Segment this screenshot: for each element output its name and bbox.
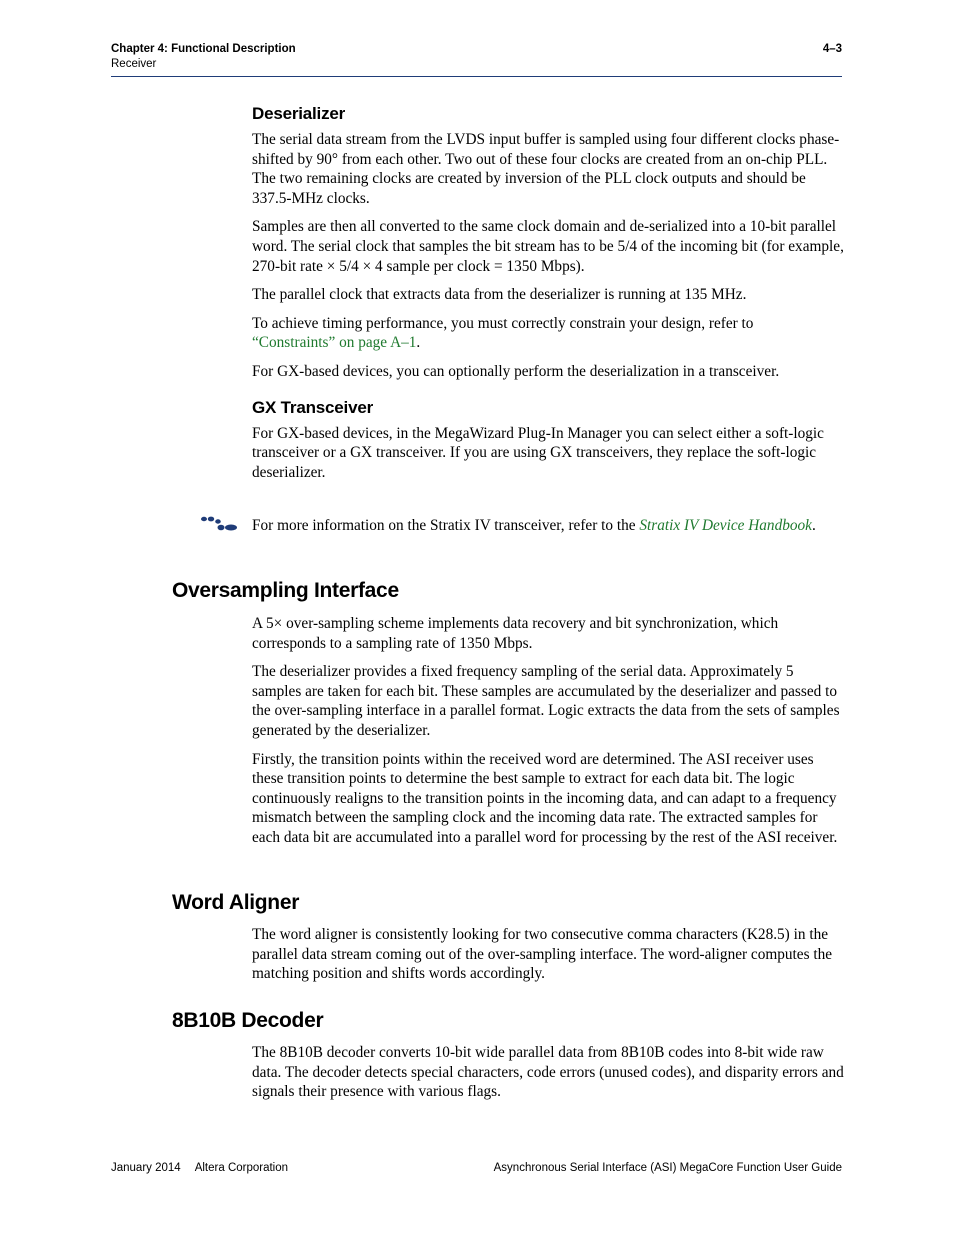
page-footer [111,1161,842,1176]
word-aligner-heading: Word Aligner [172,891,300,914]
paragraph: For GX-based devices, in the MegaWizard Plug-In Manager you can select either a soft-logic transceiver or a GX transceiver. If you are using GX transceivers, they replace the soft-logic deserializer. [252,424,824,481]
paragraph: The deserializer provides a fixed frequency sampling of the serial data. Approximately 5 samples are taken for each bit. These samples are accumulated by the deserializer and passed to the over-sampling interface in a parallel format. Logic extracts the data from the sets of samples generated by the deserializer. [252,663,840,739]
decoder-heading: 8B10B Decoder [172,1009,324,1032]
stratix-handbook-link[interactable]: Stratix IV Device Handbook [639,517,812,534]
paragraph: A 5× over-sampling scheme implements data recovery and bit synchronization, which corresponds to a sampling rate of 1350 Mbps. [252,615,779,652]
paragraph: For GX-based devices, you can optionally perform the deserialization in a transceiver. [252,362,780,380]
text: To achieve timing performance, you must correctly constrain your design, refer to [252,314,754,332]
gx-transceiver-heading: GX Transceiver [252,397,373,417]
page-number: 4–3 [822,43,842,55]
text: For more information on the Stratix IV transceiver, refer to the [252,517,640,534]
word-aligner-section [252,925,844,993]
decoder-section [252,1043,844,1111]
oversampling-section [252,614,844,857]
page-header [111,42,842,72]
footprints-note-icon [200,515,240,533]
oversampling-heading: Oversampling Interface [172,579,399,602]
paragraph: The parallel clock that extracts data from the deserializer is running at 135 MHz. [252,286,747,304]
paragraph [252,314,844,353]
paragraph: The word aligner is consistently looking for two consecutive comma characters (K28.5) in the parallel data stream coming out of the over-sampling interface. The word-aligner computes the matching position and shifts words accordingly. [252,926,833,983]
text: . [416,334,421,352]
header-rule [111,76,842,77]
footer-title: Asynchronous Serial Interface (ASI) MegaCore Function User Guide [493,1162,842,1174]
constraints-link[interactable]: “Constraints” on page A–1 [252,334,417,352]
note-text [252,516,844,536]
deserializer-section [252,104,844,491]
deserializer-heading: Deserializer [252,104,346,123]
chapter-title: Chapter 4: Functional Description [111,43,296,55]
footer-date: January 2014 [111,1162,181,1174]
paragraph: The 8B10B decoder converts 10-bit wide parallel data from 8B10B codes into 8-bit wide raw data. The decoder detects special characters, code errors (unused codes), and disparity errors and signals their presence with various flags. [252,1044,844,1101]
paragraph: Firstly, the transition points within the received word are determined. The ASI receiver uses these transition points to determine the best sample to extract for each data bit. The logic continuously realigns to the transition points in the incoming data, and can adapt to a frequency mismatch between the sampling clock and the incoming data rate. The extracted samples for each data bit are accumulated into a parallel word for processing by the rest of the ASI receiver. [252,750,838,846]
note [252,516,844,545]
section-title: Receiver [111,58,157,70]
text: . [811,517,816,534]
footer-company: Altera Corporation [194,1162,289,1174]
paragraph: The serial data stream from the LVDS input buffer is sampled using four different clocks phase-shifted by 90° from each other. Two out of these four clocks are created from an on-chip PLL. The two remaining clocks are created by inversion of the PLL clock outputs and should be 337.5-MHz clocks. [252,131,840,207]
paragraph: Samples are then all converted to the same clock domain and de-serialized into a 10-bit parallel word. The serial clock that samples the bit stream has to be 5/4 of the incoming bit (for example, 270-bit rate × 5/4 × 4 sample per clock = 1350 Mbps). [252,218,844,275]
